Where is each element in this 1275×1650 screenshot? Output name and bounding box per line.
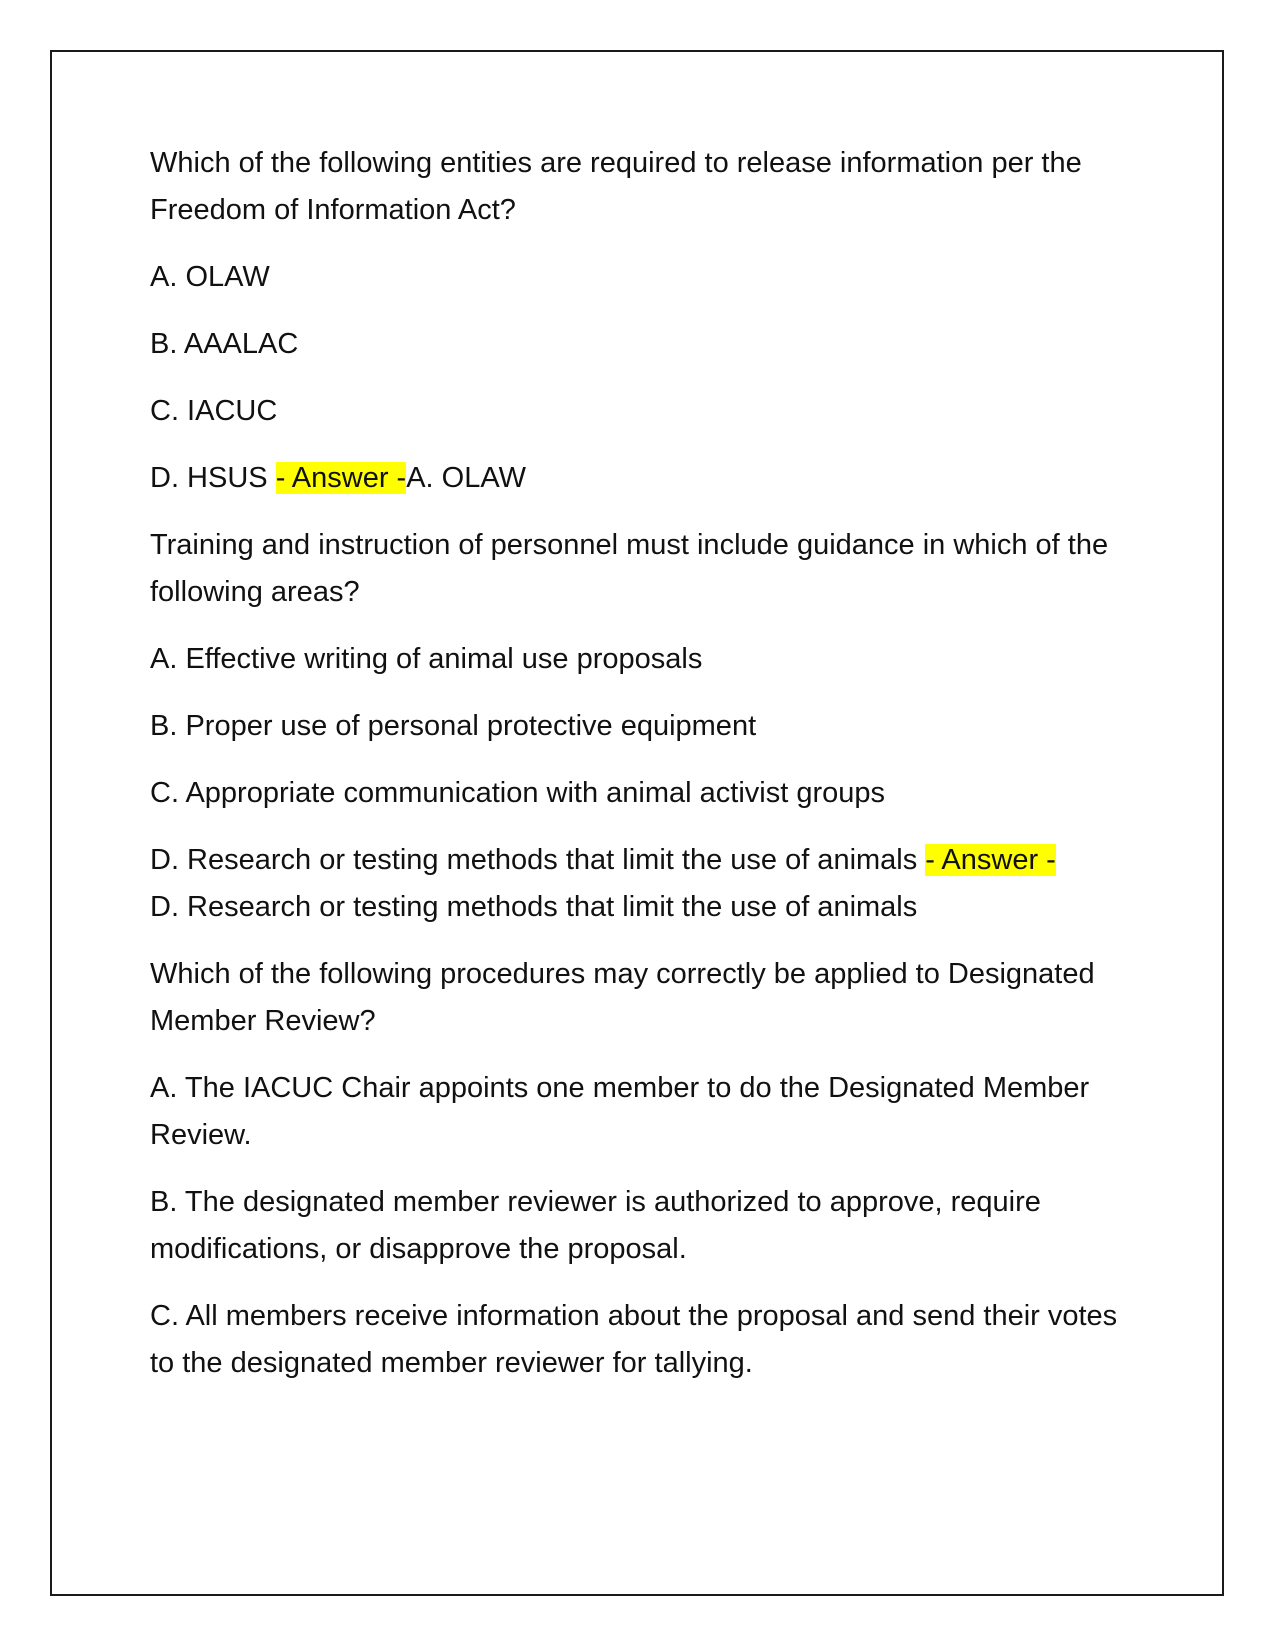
question-3-option-a: A. The IACUC Chair appoints one member to do the Designated Member Review. [150, 1072, 1090, 1151]
question-2-option-c: C. Appropriate communication with animal activist groups [150, 777, 885, 809]
question-1-option-a: A. OLAW [150, 261, 270, 293]
question-1-stem: Which of the following entities are required to release information per the Freedom of Information Act? [150, 147, 1082, 226]
question-1-option-d: D. HSUS [150, 462, 276, 494]
question-2-answer: D. Research or testing methods that limit the use of animals [150, 891, 918, 923]
question-2-option-b: B. Proper use of personal protective equipment [150, 710, 757, 742]
answer-marker-highlight: - Answer - [275, 462, 407, 494]
question-3-option-c: C. All members receive information about the proposal and send their votes to the designated member reviewer for tallying. [150, 1300, 1118, 1379]
question-2-stem: Training and instruction of personnel must include guidance in which of the following areas? [150, 529, 1109, 608]
question-3-option-b: B. The designated member reviewer is authorized to approve, require modifications, or disapprove the proposal. [150, 1186, 1041, 1265]
question-1-option-b: B. AAALAC [150, 328, 299, 360]
question-3-stem: Which of the following procedures may correctly be applied to Designated Member Review? [150, 958, 1095, 1037]
answer-marker-highlight: - Answer - [925, 844, 1056, 876]
question-2-option-d: D. Research or testing methods that limit the use of animals [150, 844, 926, 876]
question-2-option-a: A. Effective writing of animal use proposals [150, 643, 703, 675]
question-1-option-c: C. IACUC [150, 395, 278, 427]
question-1-option-d-with-answer [150, 455, 1130, 502]
document-body [150, 140, 1130, 1407]
question-2-option-d-with-answer [150, 837, 1130, 931]
question-1-answer: A. OLAW [406, 462, 526, 494]
